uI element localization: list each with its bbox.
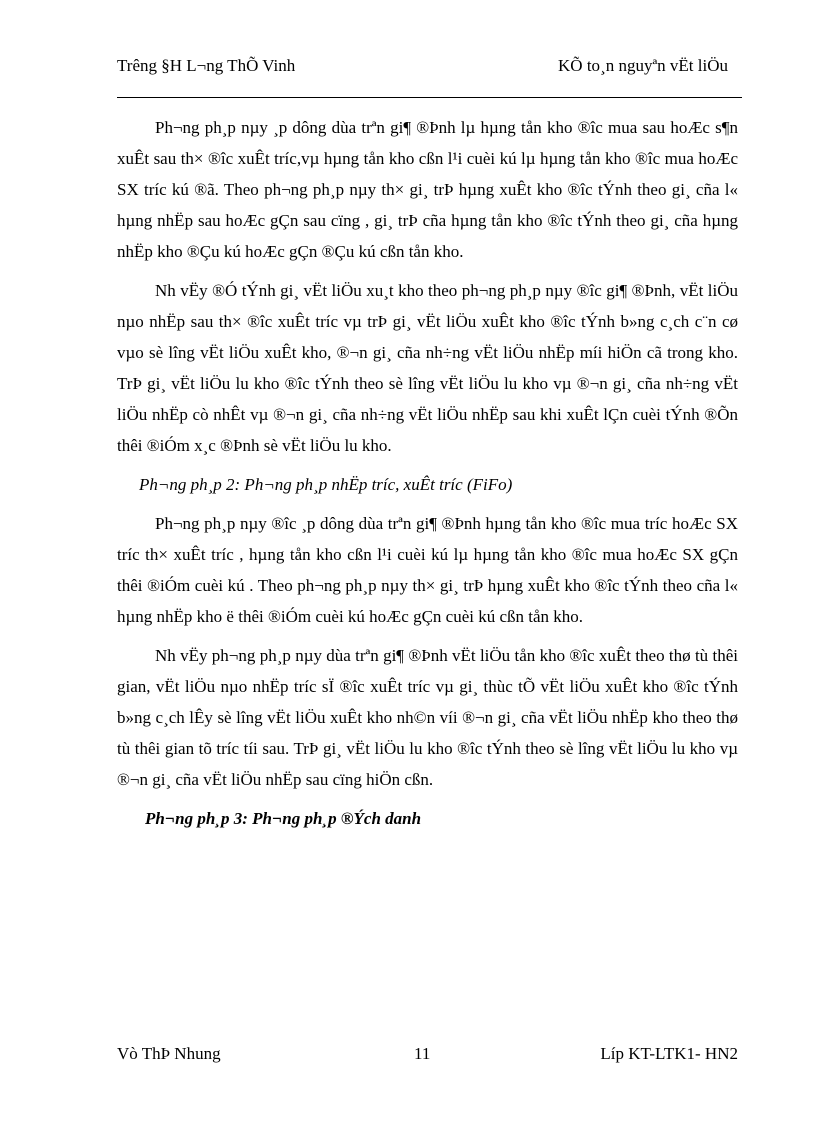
page-footer <box>117 1044 738 1074</box>
page-header <box>117 56 742 86</box>
header-document-title: KÕ to¸n nguyªn vËt liÖu <box>558 56 728 75</box>
header-divider <box>117 97 742 98</box>
paragraph-2: Nh vËy ®Ó tÝnh gi¸ vËt liÖu xu¸t kho theo ph¬ng ph¸p nµy ®îc gi¶ ®Þnh, vËt liÖu nµo nhËp sau th× ®îc xuÊt tríc vµ trÞ gi¸ vËt liÖu xuÊt kho ®îc tÝnh b»ng c¸ch c¨n cø vµo sè lîng vËt liÖu xuÊt kho, ®¬n gi¸ cña nh÷ng vËt liÖu nhËp míi hiÖn cã trong kho. TrÞ gi¸ vËt liÖu lu kho ®îc tÝnh theo sè lîng vËt liÖu lu kho vµ ®¬n gi¸ cña nh÷ng vËt liÖu nhËp cò nhÊt vµ ®¬n gi¸ cña nh÷ng vËt liÖu nhËp sau khi xuÊt lÇn cuèi tÝnh ®Õn thêi ®iÓm x¸c ®Þnh sè vËt liÖu lu kho. <box>117 281 738 455</box>
header-school-name: Trêng §H L¬ng ThÕ Vinh <box>117 56 296 75</box>
footer-author: Vò ThÞ Nhung <box>117 1044 221 1063</box>
page-number: 11 <box>414 1044 431 1063</box>
footer-class: Líp KT-LTK1- HN2 <box>600 1044 738 1063</box>
section-heading-method-2: Ph¬ng ph¸p 2: Ph¬ng ph¸p nhËp tríc, xuÊt tríc (FiFo) <box>139 475 513 494</box>
section-heading-method-3: Ph¬ng ph¸p 3: Ph¬ng ph¸p ®Ých danh <box>145 809 422 828</box>
paragraph-4: Nh vËy ph¬ng ph¸p nµy dùa trªn gi¶ ®Þnh vËt liÖu tån kho ®îc xuÊt theo thø tù thêi gian, vËt liÖu nµo nhËp tríc sÏ ®îc xuÊt tríc vµ gi¸ thùc tÕ vËt liÖu xuÊt kho ®îc tÝnh b»ng c¸ch lÊy sè lîng vËt liÖu xuÊt kho nh©n víi ®¬n gi¸ cña vËt liÖu nhËp kho theo thø tù thêi gian tõ tríc tíi sau. TrÞ gi¸ vËt liÖu lu kho ®îc tÝnh theo sè lîng vËt liÖu lu kho vµ ®¬n gi¸ cña vËt liÖu nhËp sau cïng hiÖn cßn. <box>117 646 738 789</box>
paragraph-1: Ph¬ng ph¸p nµy ¸p dông dùa trªn gi¶ ®Þnh lµ hµng tån kho ®îc mua sau hoÆc s¶n xuÊt sau th× ®îc xuÊt tríc,vµ hµng tån kho cßn l¹i cuèi kú lµ hµng tån kho ®îc mua hoÆc SX tríc kú ®ã. Theo ph¬ng ph¸p nµy th× gi¸ trÞ hµng xuÊt kho ®îc tÝnh theo gi¸ cña l« hµng nhËp sau hoÆc gÇn sau cïng , gi¸ trÞ cña hµng tån kho ®îc tÝnh theo gi¸ cña hµng nhËp kho ®Çu kú hoÆc gÇn ®Çu kú cßn tån kho. <box>117 118 738 261</box>
document-body <box>117 112 738 834</box>
paragraph-3: Ph¬ng ph¸p nµy ®îc ¸p dông dùa trªn gi¶ ®Þnh hµng tån kho ®îc mua tríc hoÆc SX tríc th× xuÊt tríc , hµng tån kho cßn l¹i cuèi kú lµ hµng tån kho ®îc mua hoÆc SX gÇn thêi ®iÓm cuèi kú . Theo ph¬ng ph¸p nµy th× gi¸ trÞ hµng xuÊt kho ®îc tÝnh theo cña l« hµng nhËp kho ë thêi ®iÓm cuèi kú hoÆc gÇn cuèi kú cßn tån kho. <box>117 514 738 626</box>
